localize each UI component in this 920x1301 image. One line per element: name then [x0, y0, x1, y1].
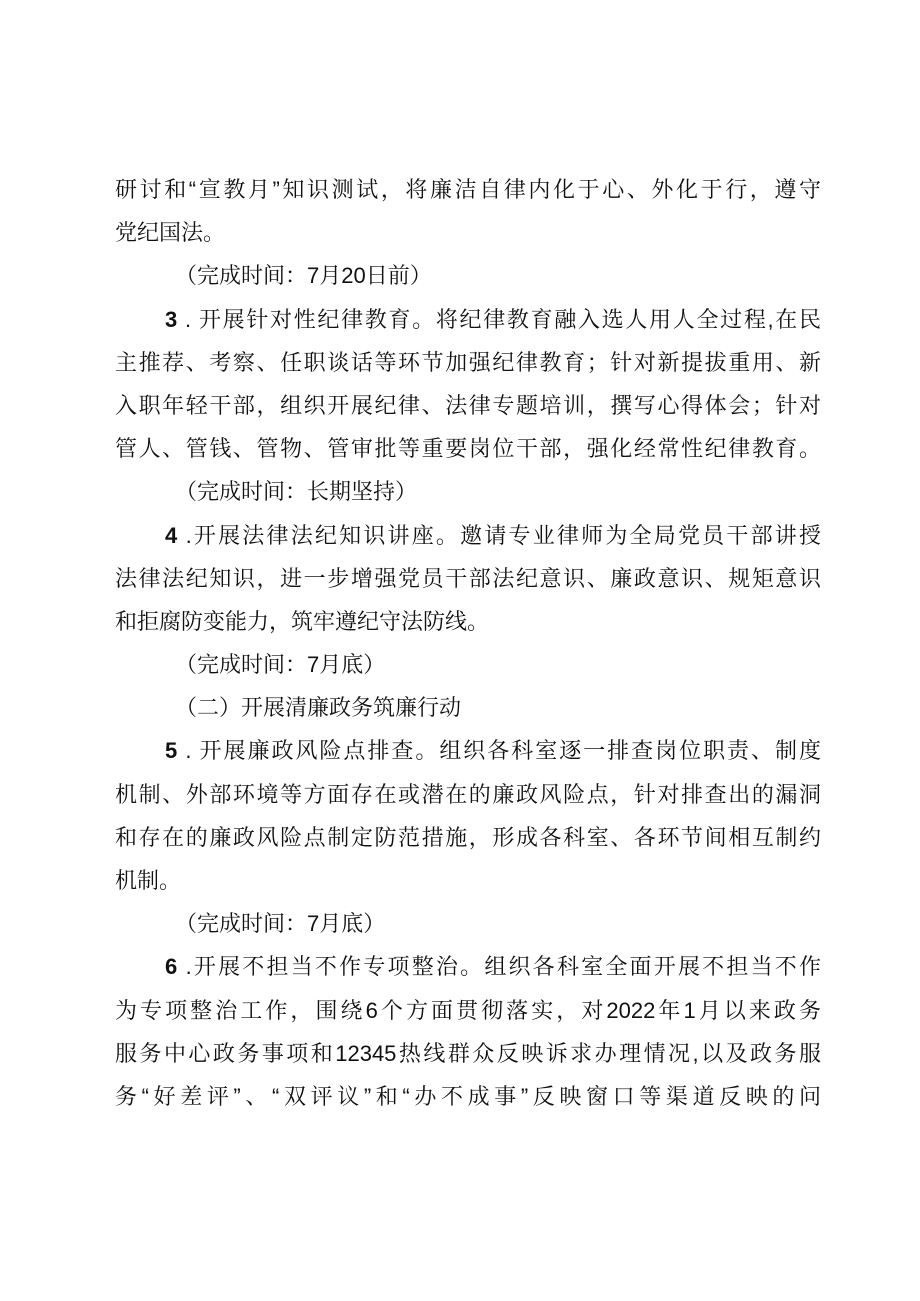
- item-text: . 开展廉政风险点排查。组织各科室逐一排查岗位职责、制度: [177, 738, 821, 764]
- numbered-item-heading: [115, 729, 821, 772]
- item-number: 6: [165, 954, 178, 980]
- item-number: 4: [165, 522, 178, 548]
- text-line: 入职年轻干部，组织开展纪律、法律专题培训，撰写心得体会；针对: [115, 392, 821, 418]
- section-heading: （二）开展清廉政务筑廉行动: [175, 695, 462, 721]
- text-line: 主推荐、考察、任职谈话等环节加强纪律教育；针对新提拔重用、新: [115, 349, 821, 375]
- completion-time-note: （完成时间：7月底）: [175, 652, 386, 678]
- text-line: 为专项整治工作，围绕6个方面贯彻落实，对2022年1月以来政务: [115, 997, 821, 1023]
- text-line: 党纪国法。: [115, 220, 226, 246]
- text-line: 法律法纪知识，进一步增强党员干部法纪意识、廉政意识、规矩意识: [115, 565, 821, 591]
- completion-time-note: （完成时间：长期坚持）: [175, 479, 418, 505]
- completion-time-note: （完成时间：7月底）: [175, 911, 386, 937]
- numbered-item-heading: [115, 514, 821, 557]
- document-body: [115, 168, 821, 1118]
- text-line: 机制。: [115, 868, 182, 893]
- text-line: 研讨和“宣教月”知识测试，将廉洁自律内化于心、外化于行，遵守: [115, 177, 821, 202]
- text-line: 和存在的廉政风险点制定防范措施，形成各科室、各环节间相互制约: [115, 824, 821, 850]
- text-line: 和拒腐防变能力，筑牢遵纪守法防线。: [115, 608, 490, 634]
- completion-time-note: （完成时间：7月20日前）: [175, 263, 432, 289]
- text-line: 务“好差评”、“双评议”和“办不成事”反映窗口等渠道反映的问: [115, 1083, 821, 1109]
- text-line: 服务中心政务事项和12345热线群众反映诉求办理情况,以及政务服: [115, 1040, 821, 1066]
- numbered-item-heading: [115, 298, 821, 341]
- item-text: .开展法律法纪知识讲座。邀请专业律师为全局党员干部讲授: [177, 522, 821, 548]
- text-line: 机制、外部环境等方面存在或潜在的廉政风险点，针对排查出的漏洞: [115, 781, 821, 807]
- item-text: . 开展针对性纪律教育。将纪律教育融入选人用人全过程,在民: [177, 306, 821, 332]
- item-number: 3: [165, 306, 178, 332]
- item-number: 5: [165, 738, 178, 764]
- numbered-item-heading: [115, 945, 821, 988]
- item-text: .开展不担当不作专项整治。组织各科室全面开展不担当不作: [177, 954, 821, 980]
- text-line: 管人、管钱、管物、管审批等重要岗位干部，强化经常性纪律教育。: [115, 436, 821, 462]
